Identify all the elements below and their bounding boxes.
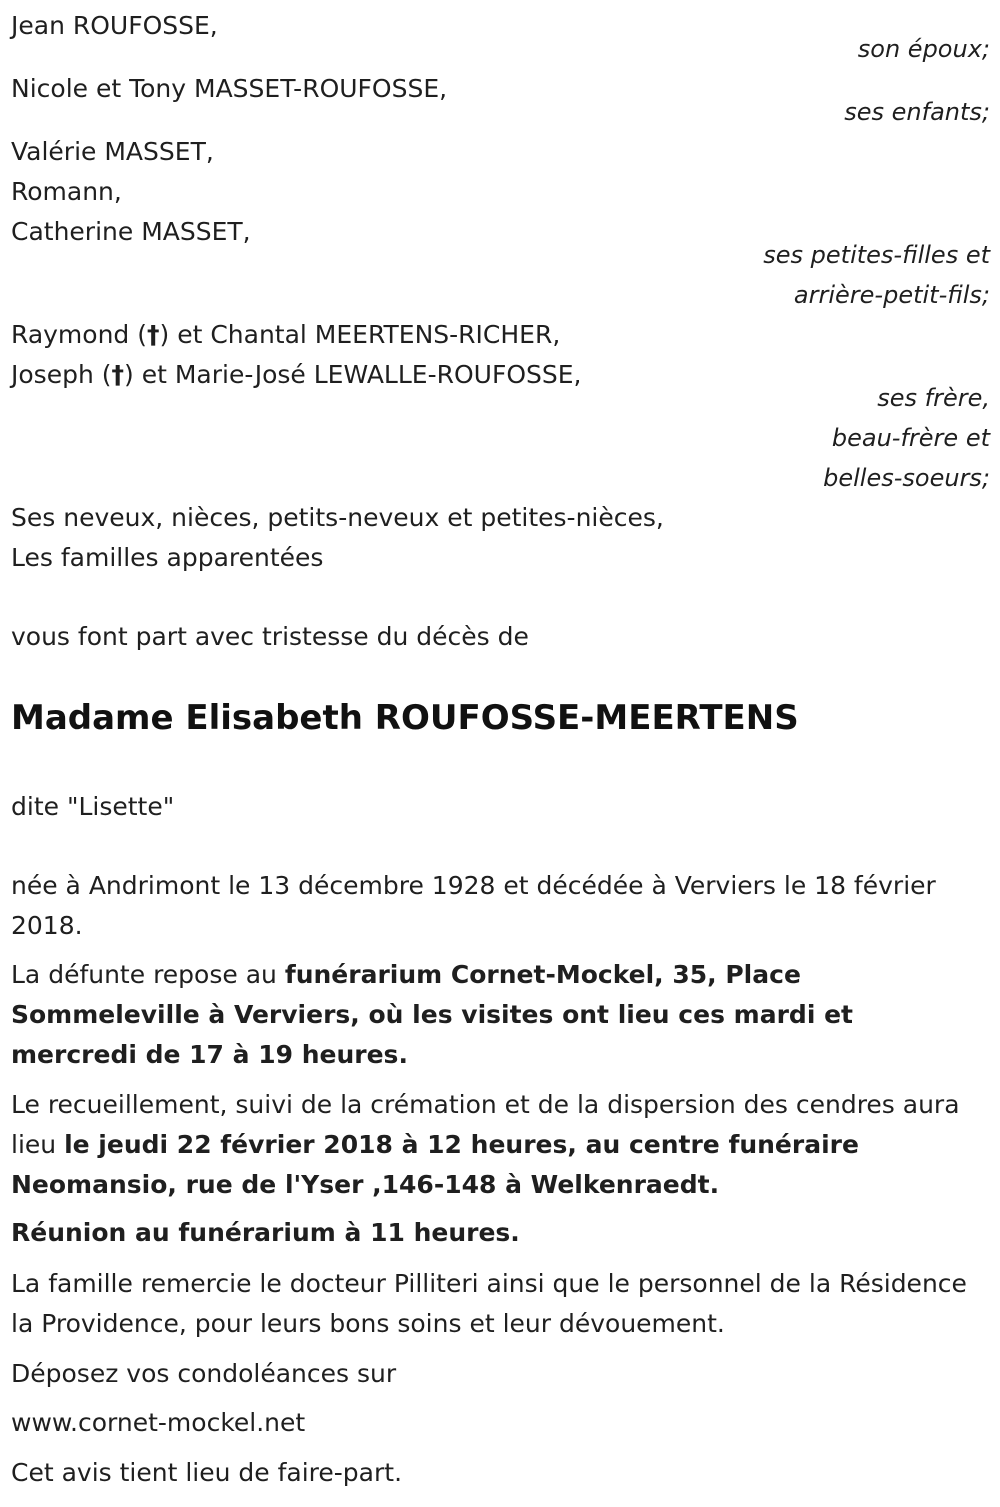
siblings-role-line-3: belles-soeurs;: [823, 464, 990, 492]
repose-details: funérarium Cornet-Mockel, 35, Place Sommeleville à Verviers, où les visites ont lieu ces mardi et mercredi de 17 à 19 heures.: [11, 960, 853, 1069]
deceased-nickname: dite "Lisette": [11, 792, 175, 821]
grandchildren-role-line-1: ses petites-filles et: [763, 241, 990, 269]
siblings-role-line-1: ses frère,: [877, 384, 990, 412]
siblings-role-line-2: beau-frère et: [831, 424, 990, 452]
grandchild-name-3: Catherine MASSET,: [11, 217, 251, 246]
sibling-line-1-after: ) et Chantal MEERTENS-RICHER,: [159, 320, 561, 349]
ceremony-intro: Le recueillement, suivi de la crémation et de la dispersion des cendres aura lieu: [11, 1090, 960, 1159]
sibling-line-1-before: Raymond (: [11, 320, 147, 349]
spouse-name: Jean ROUFOSSE,: [11, 11, 218, 40]
announcement-text: vous font part avec tristesse du décès de: [11, 622, 529, 651]
spouse-role: son époux;: [857, 35, 990, 63]
closing-text: Cet avis tient lieu de faire-part.: [11, 1458, 403, 1487]
condolences-url: www.cornet-mockel.net: [11, 1408, 306, 1437]
children-names: Nicole et Tony MASSET-ROUFOSSE,: [11, 74, 448, 103]
sibling-line-2: [11, 360, 582, 390]
grandchild-name-1: Valérie MASSET,: [11, 137, 214, 166]
other-relatives-line-2: Les familles apparentées: [11, 543, 324, 572]
cross-icon: †: [111, 360, 124, 389]
sibling-line-2-after: ) et Marie-José LEWALLE-ROUFOSSE,: [124, 360, 582, 389]
birth-death-text: née à Andrimont le 13 décembre 1928 et décédée à Verviers le 18 février 2018.: [11, 871, 936, 940]
ceremony-paragraph: [11, 1085, 986, 1205]
sibling-line-2-before: Joseph (: [11, 360, 112, 389]
grandchild-name-2: Romann,: [11, 177, 122, 206]
sibling-line-1: [11, 320, 560, 350]
condolences-label: Déposez vos condoléances sur: [11, 1359, 397, 1388]
grandchildren-role-line-2: arrière-petit-fils;: [793, 281, 990, 309]
meeting-text: Réunion au funérarium à 11 heures.: [11, 1218, 520, 1247]
other-relatives-line-1: Ses neveux, nièces, petits-neveux et petites-nièces,: [11, 503, 664, 532]
cross-icon: †: [147, 320, 160, 349]
deceased-name: Madame Elisabeth ROUFOSSE-MEERTENS: [11, 698, 799, 738]
children-role: ses enfants;: [844, 98, 990, 126]
thanks-paragraph: La famille remercie le docteur Pilliteri ainsi que le personnel de la Résidence la Providence, pour leurs bons soins et leur dévouement.: [11, 1269, 967, 1338]
ceremony-details: le jeudi 22 février 2018 à 12 heures, au centre funéraire Neomansio, rue de l'Yser ,146-148 à Welkenraedt.: [11, 1130, 859, 1199]
repose-intro: La défunte repose au: [11, 960, 285, 989]
meeting-paragraph: [11, 1213, 986, 1253]
repose-paragraph: [11, 955, 986, 1075]
